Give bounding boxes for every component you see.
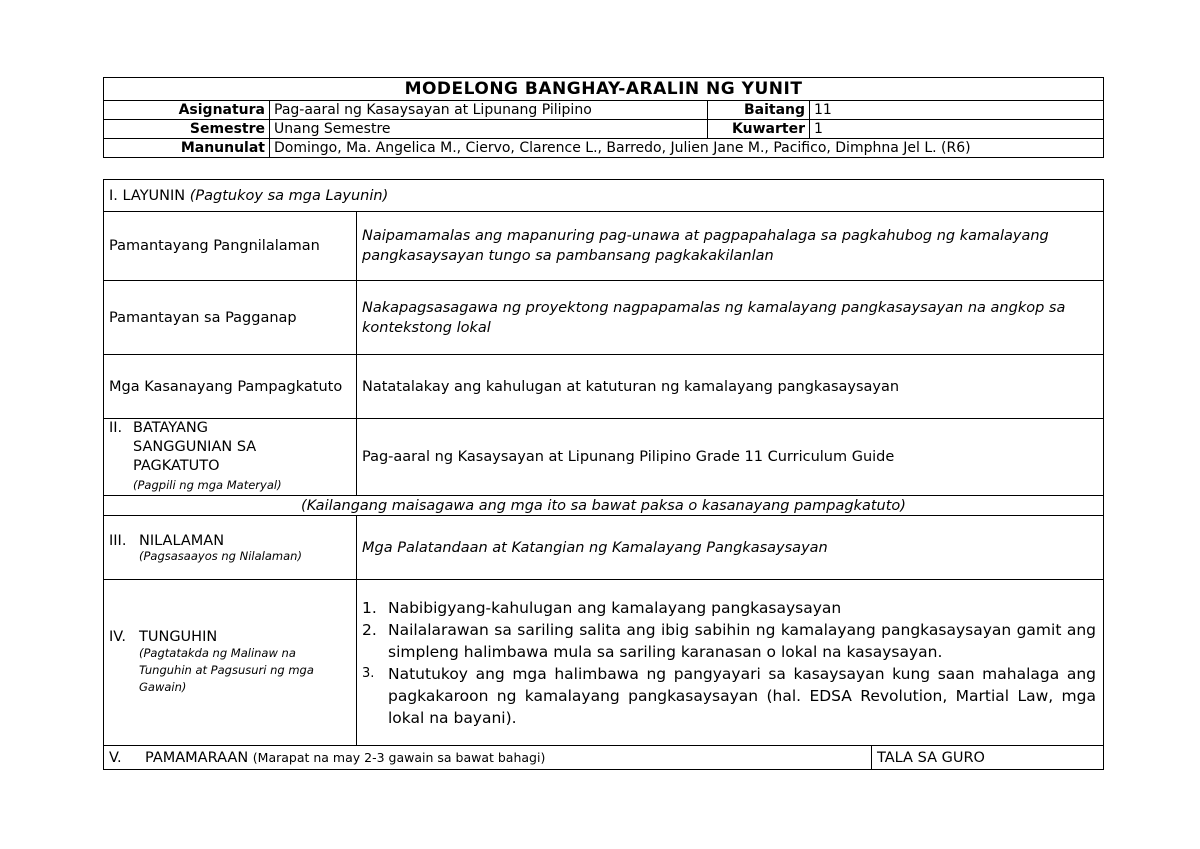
nilalaman-value: Mga Palatandaan at Katangian ng Kamalayang Pangkasaysayan [357,516,1104,580]
kuwarter-value: 1 [810,120,1104,139]
tunguhin-list [357,580,1104,746]
list-item: 1. Nabibigyang-kahulugan ang kamalayang pangkasaysayan [362,598,842,617]
lesson-plan-table [103,179,1104,770]
tunguhin-heading: IV. TUNGUHIN (Pagtatakda ng Malinaw na Tunguhin at Pagsusuri ng mga Gawain) [104,580,357,746]
table-row [104,746,1104,770]
nilalaman-heading: III. NILALAMAN (Pagsasaayos ng Nilalaman) [104,516,357,580]
manunulat-label: Manunulat [104,139,270,158]
pamantayang-pangnilalaman-label: Pamantayang Pangnilalaman [104,212,357,281]
table-row [104,281,1104,355]
list-item: 2. Nailalarawan sa sariling salita ang ibig sabihin ng kamalayang pangkasaysayan gamit ang simpleng halimbawa mula sa sariling karanasan o lokal na kasaysayan. [362,620,1096,661]
table-row [104,580,1104,746]
table-row [104,212,1104,281]
document-title: MODELONG BANGHAY-ARALIN NG YUNIT [104,78,1104,101]
header-table [103,77,1104,158]
pamamaraan-heading: V. PAMAMARAAN (Marapat na may 2-3 gawain sa bawat bahagi) [104,746,872,770]
mga-kasanayang-value: Natatalakay ang kahulugan at katuturan ng kamalayang pangkasaysayan [357,355,1104,419]
note-row: (Kailangang maisagawa ang mga ito sa bawat paksa o kasanayang pampagkatuto) [104,496,1104,516]
semestre-label: Semestre [104,120,270,139]
batayang-sanggunian-heading: II. BATAYANG SANGGUNIAN SA PAGKATUTO (Pagpili ng mga Materyal) [104,419,357,496]
layunin-heading: I. LAYUNIN (Pagtukoy sa mga Layunin) [104,180,1104,212]
tala-sa-guro: TALA SA GURO [872,746,1104,770]
kuwarter-label: Kuwarter [708,120,810,139]
table-row [104,419,1104,496]
list-item: 3. Natutukoy ang mga halimbawa ng pangyayari sa kasaysayan kung saan mahalaga ang pagkakaroon ng kamalayang pangkasaysayan (hal. EDSA Revolution, Martial Law, mga lokal na bayani). [362,664,1096,727]
semestre-value: Unang Semestre [270,120,708,139]
table-row [104,516,1104,580]
pamantayan-sa-pagganap-label: Pamantayan sa Pagganap [104,281,357,355]
mga-kasanayang-label: Mga Kasanayang Pampagkatuto [104,355,357,419]
manunulat-value: Domingo, Ma. Angelica M., Ciervo, Clarence L., Barredo, Julien Jane M., Pacifico, Dimphna Jel L. (R6) [270,139,1104,158]
table-row [104,355,1104,419]
asignatura-value: Pag-aaral ng Kasaysayan at Lipunang Pilipino [270,101,708,120]
batayang-sanggunian-value: Pag-aaral ng Kasaysayan at Lipunang Pilipino Grade 11 Curriculum Guide [357,419,1104,496]
asignatura-label: Asignatura [104,101,270,120]
baitang-label: Baitang [708,101,810,120]
pamantayang-pangnilalaman-value: Naipamamalas ang mapanuring pag-unawa at pagpapahalaga sa pagkahubog ng kamalayang pangkasaysayan tungo sa pambansang pagkakakilanlan [357,212,1104,281]
baitang-value: 11 [810,101,1104,120]
pamantayan-sa-pagganap-value: Nakapagsasagawa ng proyektong nagpapamalas ng kamalayang pangkasaysayan na angkop sa kontekstong lokal [357,281,1104,355]
